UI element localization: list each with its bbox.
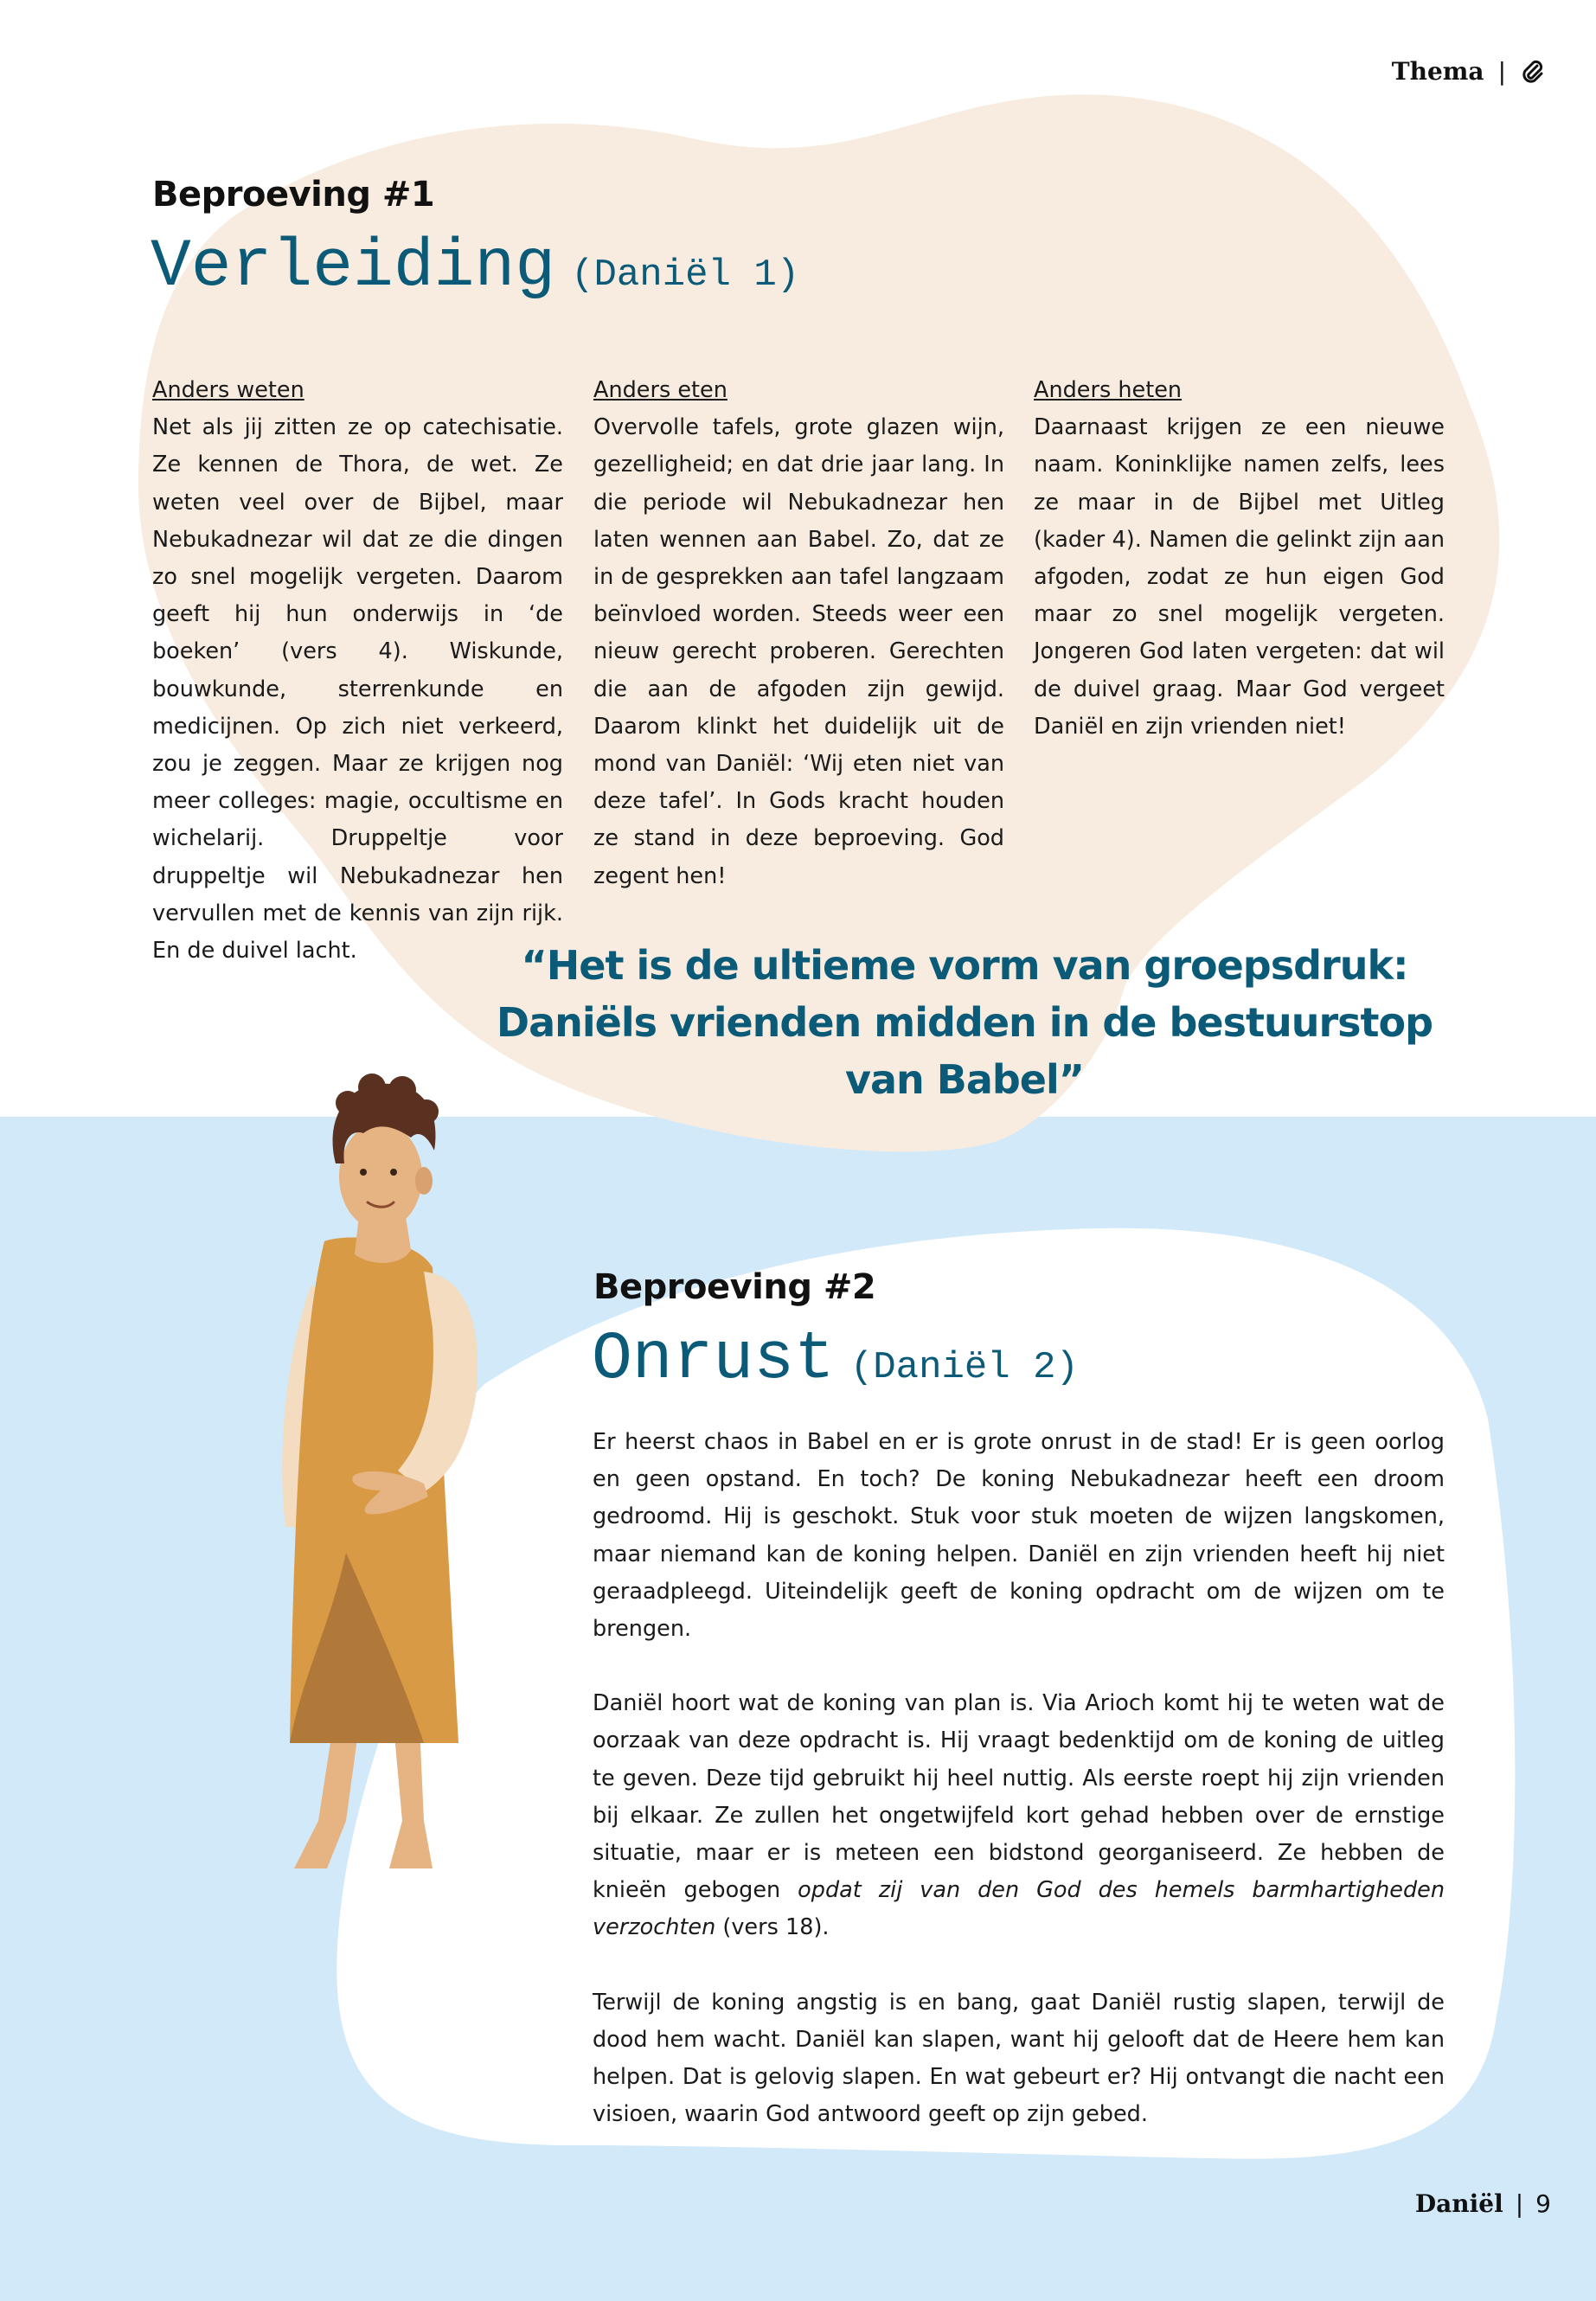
paragraph <box>593 1685 1445 1946</box>
section2-reference: (Daniël 2) <box>849 1346 1079 1389</box>
section1-headline <box>151 229 799 305</box>
eye <box>360 1169 367 1176</box>
hair-curl <box>414 1099 439 1124</box>
section2-kicker: Beproeving #2 <box>593 1267 876 1307</box>
page-number: 9 <box>1535 2189 1551 2218</box>
hair-curl <box>388 1076 416 1104</box>
column-anders-eten <box>593 372 1004 895</box>
section1-reference: (Daniël 1) <box>571 253 800 297</box>
hair-curl <box>358 1074 386 1101</box>
section2-headline <box>592 1322 1079 1398</box>
paragraph: Er heerst chaos in Babel en er is grote onrust in de stad! Er is geen oorlog en geen opstand. En toch? De koning Nebukadnezar heeft een droom gedroomd. Hij is geschokt. Stuk voor stuk moeten de wijzen langskomen, maar niemand kan de koning helpen. Daniël en zijn vrienden heeft hij niet geraadpleegd. Uiteindelijk geeft de koning opdracht om de wijzen om te brengen. <box>593 1429 1445 1643</box>
paperclip-icon <box>1520 59 1546 85</box>
hair-curl <box>336 1091 360 1115</box>
ear <box>415 1167 433 1195</box>
right-leg <box>389 1726 433 1868</box>
section2-body <box>593 1424 1445 2170</box>
bible-quote: opdat zij van den God des hemels barmhartigheden verzochten <box>593 1877 1445 1941</box>
column-text: Net als jij zitten ze op catechisatie. Ze kennen de Thora, de wet. Ze weten veel over de Bijbel, maar Nebukadnezar wil dat ze die dingen zo snel mogelijk vergeten. Daarom geeft hij hun onderwijs in ‘de boeken’ (vers 4). Wiskunde, bouwkunde, sterrenkunde en medicijnen. Op zich niet verkeerd, zou je zeggen. Maar ze krijgen nog meer colleges: magie, occultisme en wichelarij. Druppeltje voor druppeltje wil Nebukadnezar hen vervullen met de kennis van zijn rijk. En de duivel lacht. <box>152 414 563 965</box>
footer-book: Daniël <box>1414 2189 1503 2218</box>
daniel-illustration <box>251 1068 528 1873</box>
section1-title: Verleiding <box>151 229 556 305</box>
eye <box>390 1169 397 1176</box>
column-anders-weten <box>152 372 563 970</box>
column-text: Daarnaast krijgen ze een nieuwe naam. Koninklijke namen zelfs, lees ze maar in de Bijbel met Uitleg (kader 4). Namen die gelinkt zijn aan afgoden, zodat ze hun eigen God maar zo snel mogelijk vergeten. Jongeren God laten vergeten: dat wil de duivel graag. Maar God vergeet Daniël en zijn vrienden niet! <box>1034 414 1445 740</box>
column-text: Overvolle tafels, grote glazen wijn, gezelligheid; en dat drie jaar lang. In die periode wil Nebukadnezar hen laten wennen aan Babel. Zo, dat ze in de gesprekken aan tafel langzaam beïnvloed worden. Steeds weer een nieuw gerecht proberen. Gerechten die aan de afgoden zijn gewijd. Daarom klinkt het duidelijk uit de mond van Daniël: ‘Wij eten niet van deze tafel’. In Gods kracht houden ze stand in deze beproeving. God zegent hen! <box>593 414 1004 889</box>
pull-quote: “Het is de ultieme vorm van groepsdruk: Daniëls vrienden midden in de bestuurstop van Babel” <box>496 942 1433 1103</box>
column-heading: Anders weten <box>152 377 304 403</box>
verse-reference: (vers 18). <box>715 1914 830 1941</box>
footer-separator: | <box>1515 2189 1524 2218</box>
page-footer <box>1415 2189 1551 2218</box>
running-header <box>1392 57 1546 86</box>
column-heading: Anders eten <box>593 377 727 403</box>
section1-kicker: Beproeving #1 <box>152 175 435 215</box>
section2-title: Onrust <box>592 1322 835 1398</box>
left-leg <box>294 1726 359 1868</box>
column-heading: Anders heten <box>1034 377 1183 403</box>
section-label: Thema <box>1391 57 1484 86</box>
header-separator: | <box>1497 57 1506 86</box>
column-anders-heten <box>1034 372 1445 746</box>
head <box>339 1123 422 1230</box>
paragraph-text: Daniël hoort wat de koning van plan is. Via Arioch komt hij te weten wat de oorzaak van deze opdracht is. Hij vraagt bedenktijd om de koning de uitleg te geven. Deze tijd gebruikt hij heel nuttig. Als eerste roept hij zijn vrienden bij elkaar. Ze zullen het ongetwijfeld kort gehad hebben over de ernstige situatie, maar er is meteen een bidstond georganiseerd. Ze hebben de knieën gebogen <box>593 1690 1445 1904</box>
paragraph: Terwijl de koning angstig is en bang, gaat Daniël rustig slapen, terwijl de dood hem wacht. Daniël kan slapen, want hij gelooft dat de Heere hem kan helpen. Dat is gelovig slapen. En wat gebeurt er? Hij ontvangt die nacht een visioen, waarin God antwoord geeft op zijn gebed. <box>593 1989 1445 2128</box>
